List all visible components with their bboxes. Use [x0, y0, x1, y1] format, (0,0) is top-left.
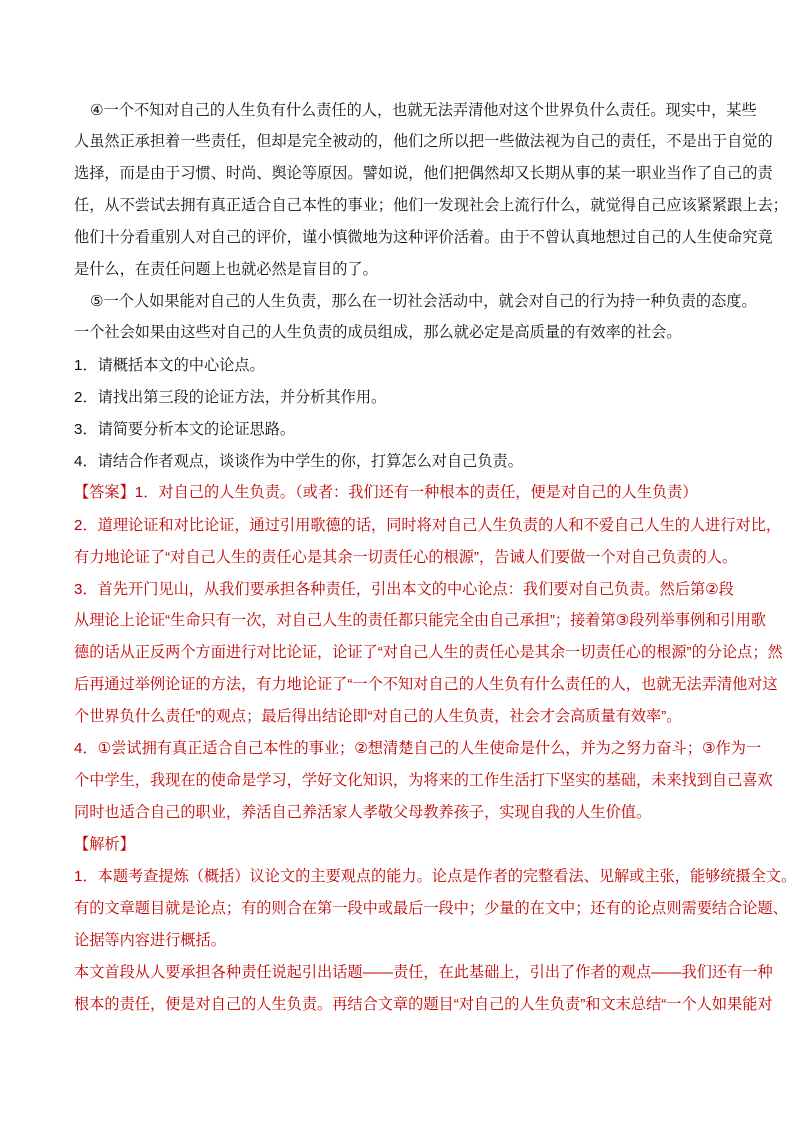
analysis-line: 1．本题考查提炼（概括）议论文的主要观点的能力。论点是作者的完整看法、见解或主张，能够统摄全文。: [74, 868, 796, 885]
question-3: 3．请简要分析本文的论证思路。: [74, 421, 296, 438]
passage-line: ④一个不知对自己的人生负有什么责任的人，也就无法弄清他对这个世界负什么责任。现实中，某些: [90, 101, 757, 119]
answer-2-line: 有力地论证了“对自己人生的责任心是其余一切责任心的根源”，告诫人们要做一个对自己负责的人。: [74, 549, 738, 566]
analysis-line: 根本的责任，便是对自己的人生负责。再结合文章的题目“对自己的人生负责”和文末总结“一个人如果能对: [74, 996, 773, 1013]
answer-tag: 【答案】: [74, 484, 135, 501]
question-2: 2．请找出第三段的论证方法，并分析其作用。: [74, 389, 387, 406]
passage-line: 人虽然正承担着一些责任，但却是完全被动的，他们之所以把一些做法视为自己的责任，不是出于自觉的: [74, 132, 773, 150]
answer-3-line: 从理论上论证“生命只有一次，对自己人生的责任都只能完全由自己承担”；接着第③段列举事例和引用歌: [74, 612, 766, 629]
analysis-line: 论据等内容进行概括。: [74, 932, 226, 949]
passage-line: 任，从不尝试去拥有真正适合自己本性的事业；他们一发现社会上流行什么，就觉得自己应该紧紧跟上去；: [74, 196, 788, 214]
answer-3-line: 后再通过举例论证的方法，有力地论证了“一个不知对自己的人生负有什么责任的人，也就无法弄清他对这: [74, 676, 778, 693]
analysis-line: 本文首段从人要承担各种责任说起引出话题——责任，在此基础上，引出了作者的观点——我们还有一种: [74, 964, 773, 981]
passage-line: 是什么，在责任问题上也就必然是盲目的了。: [74, 260, 378, 278]
analysis-line: 有的文章题目就是论点；有的则合在第一段中或最后一段中；少量的在文中；还有的论点则需要结合论题、: [74, 900, 788, 917]
answer-3-line: 德的话从正反两个方面进行对比论证，论证了“对自己人生的责任心是其余一切责任心的根源”的分论点；然: [74, 644, 783, 661]
question-4: 4．请结合作者观点，谈谈作为中学生的你，打算怎么对自己负责。: [74, 453, 523, 470]
passage-line: 他们十分看重别人对自己的评价，谨小慎微地为这种评价活着。由于不曾认真地想过自己的人生使命究竟: [74, 228, 773, 246]
analysis-tag: 【解析】: [74, 836, 135, 853]
answer-4-line: 4．①尝试拥有真正适合自己本性的事业；②想清楚自己的人生使命是什么，并为之努力奋斗；③作为一: [74, 740, 762, 757]
passage-line: 选择，而是由于习惯、时尚、舆论等原因。譬如说，他们把偶然却又长期从事的某一职业当作了自己的责: [74, 164, 773, 182]
answer-4-line: 个中学生，我现在的使命是学习，学好文化知识，为将来的工作生活打下坚实的基础，未来找到自己喜欢: [74, 772, 773, 789]
answer-line-1: [74, 482, 722, 504]
answer-2-line: 2．道理论证和对比论证，通过引用歌德的话，同时将对自己人生负责的人和不爱自己人生的人进行对比，: [74, 517, 782, 534]
passage-line: 一个社会如果由这些对自己的人生负责的成员组成，那么就必定是高质量的有效率的社会。: [74, 323, 682, 341]
answer-1: 1．对自己的人生负责。（或者：我们还有一种根本的责任，便是对自己的人生负责）: [134, 484, 698, 501]
answer-4-line: 同时也适合自己的职业，养活自己养活家人孝敬父母教养孩子，实现自我的人生价值。: [74, 804, 652, 821]
answer-3-line: 个世界负什么责任”的观点；最后得出结论即“对自己的人生负责，社会才会高质量有效率”。: [74, 708, 682, 725]
question-1: 1．请概括本文的中心论点。: [74, 357, 265, 374]
answer-3-line: 3．首先开门见山，从我们要承担各种责任，引出本文的中心论点：我们要对自己负责。然后第②段: [74, 581, 734, 598]
passage-line: ⑤一个人如果能对自己的人生负责，那么在一切社会活动中，就会对自己的行为持一种负责的态度。: [90, 292, 757, 310]
